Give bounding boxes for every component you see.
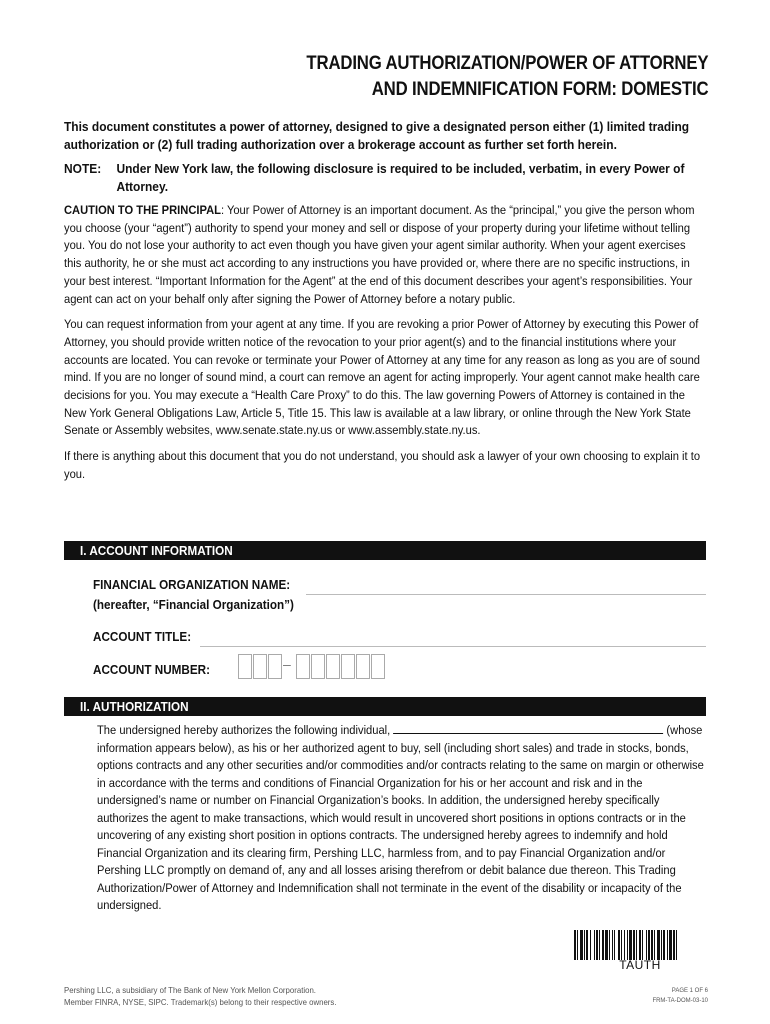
barcode-bar — [636, 930, 637, 960]
barcode-bar — [633, 930, 635, 960]
barcode-bar — [627, 930, 628, 960]
financial-org-field[interactable] — [310, 576, 706, 593]
account-number-digit[interactable] — [268, 654, 282, 679]
form-code: FRM-TA-DOM-03-10 — [652, 998, 708, 1004]
barcode-bar — [586, 930, 588, 960]
intro-paragraph: This document constitutes a power of attorney, designed to give a designated person either (1) limited trading authorization or (2) full trading authorization over a brokerage account as further set forth herein. — [64, 119, 690, 152]
barcode-bar — [673, 930, 675, 960]
form-title-line2: AND INDEMNIFICATION FORM: DOMESTIC — [371, 78, 708, 100]
financial-org-underline — [306, 594, 706, 595]
section-account-information-header — [64, 541, 706, 560]
footer-line2: Member FINRA, NYSE, SIPC. Trademark(s) belong to their respective owners. — [64, 997, 337, 1007]
disclosure-section — [64, 118, 706, 492]
account-number-digit[interactable] — [341, 654, 355, 679]
barcode-bar — [657, 930, 660, 960]
barcode-bar — [648, 930, 650, 960]
account-title-field[interactable] — [204, 628, 706, 645]
note-label: NOTE: — [64, 161, 102, 176]
barcode-label: TAUTH — [619, 958, 661, 972]
caution-text: : Your Power of Attorney is an important document. As the “principal,” you give the person whom you choose (your “agent”) authority to spend your money and sell or dispose of your property during your lifetime without telling you. You do not lose your authority to act even though you have given your agent similar authority. When your agent exercises this authority, he or she must act according to any instructions you have provided or, where there are no specific instructions, in your best interest. “Important Information for the Agent” at the end of this document describes your agent’s responsibilities. Your agent can act on your behalf only after signing the Power of Attorney before a notary public. — [64, 203, 695, 306]
account-number-digit[interactable] — [311, 654, 325, 679]
account-number-digit[interactable] — [238, 654, 252, 679]
footer-line1: Pershing LLC, a subsidiary of The Bank of New York Mellon Corporation. — [64, 985, 316, 995]
section-authorization-title: II. AUTHORIZATION — [80, 699, 189, 714]
barcode-bar — [676, 930, 677, 960]
barcode-bar — [577, 930, 578, 960]
lawyer-paragraph: If there is anything about this document that you do not understand, you should ask a lawyer of your own choosing to explain it to you. — [64, 449, 701, 481]
footer-page-info — [652, 986, 708, 1006]
revocation-paragraph: You can request information from your agent at any time. If you are revoking a prior Power of Attorney by executing this Power of Attorney, you should provide written notice of the revocation to your prior agent(s) and to the financial institutions where your accounts are located. You can revoke or terminate your Power of Attorney at any time for any reason as long as you are of sound mind. If you are no longer of sound mind, a court can remove an agent for acting improperly. Your agent cannot make health care decisions for you. You may execute a “Health Care Proxy” to do this. The law governing Powers of Attorney is contained in the New York General Obligations Law, Article 5, Title 15. This law is available at a law library, or online through the New York State Senate or Assembly websites, www.senate.state.ny.us or www.assembly.state.ny.us. — [64, 317, 701, 438]
account-number-digit[interactable] — [253, 654, 267, 679]
barcode-bar — [646, 930, 647, 960]
barcode-bar — [612, 930, 613, 960]
section-account-information-title: I. ACCOUNT INFORMATION — [80, 543, 233, 558]
barcode-bar — [599, 930, 600, 960]
barcode-bar — [602, 930, 604, 960]
account-number-digit[interactable] — [371, 654, 385, 679]
barcode-bar — [618, 930, 620, 960]
barcode-bar — [596, 930, 598, 960]
barcode-bar — [605, 930, 608, 960]
barcode-bar — [661, 930, 662, 960]
barcode-bar — [642, 930, 643, 960]
caution-lead: CAUTION TO THE PRINCIPAL — [64, 203, 221, 217]
barcode-bar — [654, 930, 655, 960]
barcode-bar — [651, 930, 653, 960]
account-title-label: ACCOUNT TITLE: — [93, 629, 192, 644]
authorization-text-rest: (whose information appears below), as his or her authorized agent to buy, sell (including short sales) and trade in stocks, bonds, options contracts and any other securities and/or commodities and/or contracts relating to the same on margin or otherwise in accordance with the terms and conditions of Financial Organization for his or her account and risk and in the undersigned’s name or number on Financial Organization’s books. In addition, the undersigned hereby specifically authorizes the agent to make transactions, which would result in uncovered short positions in options contracts or in the uncovering of any existing short position in options contracts. The undersigned hereby agrees to indemnify and hold Financial Organization and its clearing firm, Pershing LLC, harmless from, and to pay Financial Organization and/or Pershing LLC promptly on demand of, any and all losses arising therefrom or debit balance due thereon. This Trading Authorization/Power of Attorney and Indemnification shall not terminate in the event of the disability or incapacity of the undersigned. — [97, 723, 704, 912]
account-number-dash: – — [283, 656, 291, 672]
barcode-bar — [574, 930, 576, 960]
account-title-underline — [200, 646, 706, 647]
section-authorization-header — [64, 697, 706, 716]
barcode-bar — [580, 930, 583, 960]
barcode-bar — [667, 930, 668, 960]
barcode-bar — [621, 930, 622, 960]
authorization-paragraph — [97, 721, 707, 915]
form-title-line1: TRADING AUTHORIZATION/POWER OF ATTORNEY — [306, 52, 708, 74]
footer-disclaimer — [64, 984, 336, 1008]
barcode-bar — [590, 930, 591, 960]
barcode-bar — [609, 930, 610, 960]
authorization-text-start: The undersigned hereby authorizes the following individual, — [97, 723, 394, 737]
account-number-digit[interactable] — [296, 654, 310, 679]
barcode-graphic — [574, 930, 706, 960]
barcode-bar — [584, 930, 585, 960]
note-row — [64, 160, 708, 196]
form-title — [306, 50, 708, 102]
page-number: PAGE 1 OF 6 — [671, 988, 708, 994]
financial-org-label: FINANCIAL ORGANIZATION NAME: — [93, 577, 291, 592]
account-number-digit[interactable] — [356, 654, 370, 679]
barcode-bar — [639, 930, 641, 960]
financial-org-sublabel: (hereafter, “Financial Organization”) — [93, 597, 294, 612]
barcode-bar — [669, 930, 672, 960]
note-text: Under New York law, the following disclosure is required to be included, verbatim, in every Power of Attorney. — [116, 161, 685, 194]
barcode-bar — [614, 930, 615, 960]
account-number-label: ACCOUNT NUMBER: — [93, 662, 210, 677]
caution-paragraph — [64, 202, 705, 308]
barcode-bar — [629, 930, 632, 960]
barcode-bar — [594, 930, 595, 960]
barcode-bar — [624, 930, 625, 960]
agent-name-field[interactable] — [393, 721, 663, 734]
account-number-digit[interactable] — [326, 654, 340, 679]
barcode-bar — [663, 930, 665, 960]
